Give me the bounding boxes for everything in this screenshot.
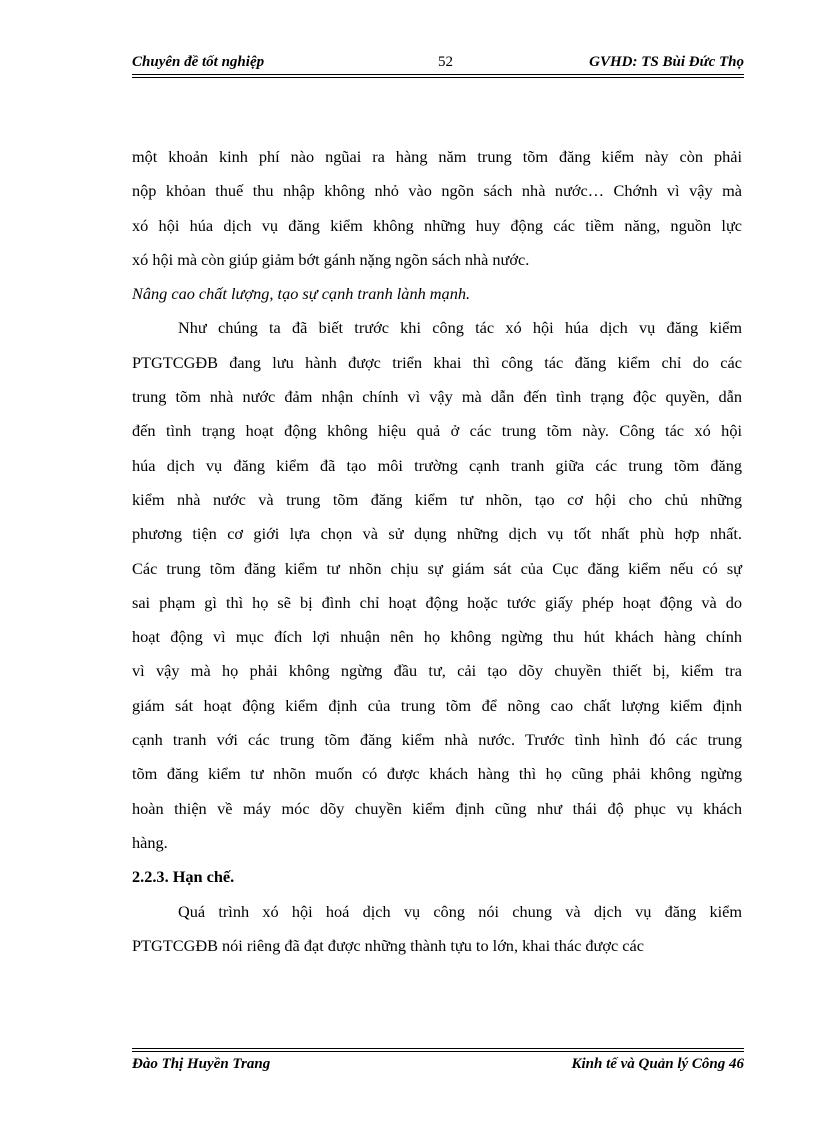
- body-line: Các trung tõm đăng kiểm tư nhõn chịu sự giám sát của Cục đăng kiểm nếu có sự: [132, 558, 742, 578]
- section-heading: 2.2.3. Hạn chế.: [132, 867, 235, 887]
- page-body: [132, 140, 742, 963]
- footer-rule: [132, 1051, 744, 1052]
- body-line: tõm đăng kiểm tư nhõn muốn có được khách hàng thì họ cũng phải không ngừng: [132, 764, 742, 784]
- body-line: xó hội mà còn giúp giảm bớt gánh nặng ngõn sách nhà nước.: [132, 249, 530, 269]
- body-line: Như chúng ta đã biết trước khi công tác xó hội húa dịch vụ đăng kiểm: [178, 318, 742, 338]
- body-line: húa dịch vụ đăng kiểm đã tạo môi trường cạnh tranh giữa các trung tõm đăng: [132, 455, 742, 475]
- page-header: [132, 52, 744, 76]
- body-line: phương tiện cơ giới lựa chọn và sử dụng những dịch vụ tốt nhất phù hợp nhất.: [132, 524, 742, 544]
- page-number: 52: [438, 54, 453, 70]
- body-line: nộp khỏan thuế thu nhập không nhỏ vào ngõn sách nhà nước… Chớnh vì vậy mà: [132, 181, 742, 201]
- body-line: hoạt động vì mục đích lợi nhuận nên họ không ngừng thu hút khách hàng chính: [132, 627, 742, 647]
- body-line: đến tình trạng hoạt động không hiệu quả ở các trung tõm này. Công tác xó hội: [132, 421, 742, 441]
- body-line: cạnh tranh với các trung tõm đăng kiểm nhà nước. Trước tình hình đó các trung: [132, 730, 742, 750]
- body-line: PTGTCGĐB nói riêng đã đạt được những thành tựu to lớn, khai thác được các: [132, 935, 644, 955]
- page-footer: [132, 1053, 744, 1077]
- section-subheading: Nâng cao chất lượng, tạo sự cạnh tranh lành mạnh.: [132, 284, 471, 304]
- body-line: giám sát hoạt động kiểm định của trung tõm để nõng cao chất lượng kiểm định: [132, 695, 742, 715]
- body-line: trung tõm nhà nước đảm nhận chính vì vậy mà dẫn đến tình trạng độc quyền, dẫn: [132, 387, 742, 407]
- body-line: sai phạm gì thì họ sẽ bị đình chỉ hoạt động hoặc tước giấy phép hoạt động và do: [132, 592, 742, 612]
- header-rule-thin: [132, 77, 744, 78]
- body-line: xó hội húa dịch vụ đăng kiểm không những huy động các tiềm năng, nguồn lực: [132, 215, 742, 235]
- body-line: Quá trình xó hội hoá dịch vụ công nói chung và dịch vụ đăng kiểm: [178, 901, 742, 921]
- header-title: Chuyên đề tốt nghiệp: [132, 54, 265, 70]
- body-line: PTGTCGĐB đang lưu hành được triển khai thì công tác đăng kiểm chỉ do các: [132, 352, 742, 372]
- footer-department: Kinh tế và Quản lý Công 46: [571, 1056, 744, 1072]
- body-line: vì vậy mà họ phải không ngừng đầu tư, cải tạo dõy chuyền thiết bị, kiểm tra: [132, 661, 742, 681]
- header-supervisor: GVHD: TS Bùi Đức Thọ: [589, 54, 744, 70]
- footer-rule-thin: [132, 1048, 744, 1049]
- header-rule: [132, 74, 744, 75]
- footer-author: Đào Thị Huyền Trang: [132, 1056, 271, 1072]
- body-line: một khoản kinh phí nào ngũai ra hàng năm trung tõm đăng kiểm này còn phải: [132, 147, 742, 166]
- body-line: hoàn thiện về máy móc dõy chuyền kiểm định cũng như thái độ phục vụ khách: [132, 798, 742, 818]
- body-line: kiểm nhà nước và trung tõm đăng kiểm tư nhõn, tạo cơ hội cho chủ những: [132, 489, 742, 509]
- body-line: hàng.: [132, 832, 168, 852]
